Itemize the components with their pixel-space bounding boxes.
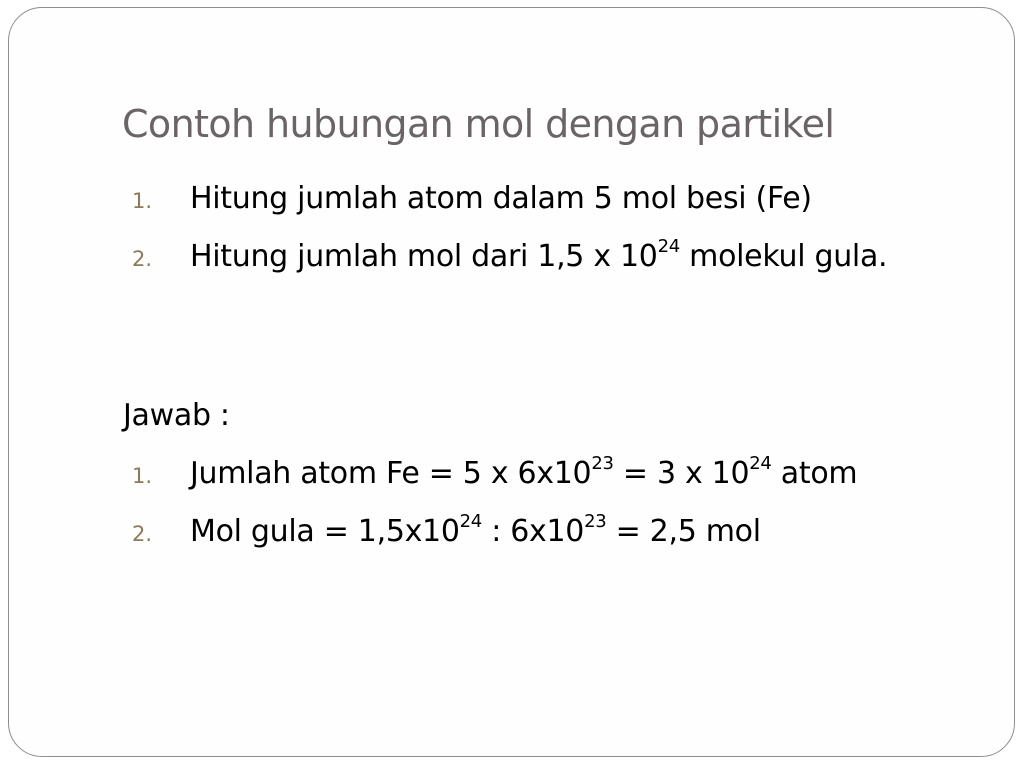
- answer-text: Jumlah atom Fe = 5 x 6x10: [190, 456, 592, 491]
- question-text: Hitung jumlah atom dalam 5 mol besi (Fe): [190, 181, 812, 216]
- exponent: 24: [657, 236, 680, 257]
- exponent: 24: [749, 453, 772, 474]
- answer-item: [9, 451, 950, 496]
- list-number: 1.: [132, 464, 153, 488]
- slide-frame: [8, 7, 1015, 757]
- question-text: molekul gula.: [679, 239, 888, 274]
- answer-text: Mol gula = 1,5x10: [190, 514, 460, 549]
- list-number: 2.: [132, 247, 153, 271]
- question-item: [9, 176, 950, 221]
- answer-text: atom: [771, 456, 858, 491]
- question-item: [9, 234, 950, 279]
- answer-text: = 3 x 10: [613, 456, 750, 491]
- answer-label: Jawab :: [123, 398, 230, 433]
- exponent: 23: [584, 511, 607, 532]
- exponent: 23: [591, 453, 614, 474]
- answer-item: [9, 509, 950, 554]
- answer-text: = 2,5 mol: [606, 514, 761, 549]
- list-number: 1.: [132, 189, 153, 213]
- answer-list: [9, 451, 950, 554]
- question-list: [9, 176, 950, 279]
- list-number: 2.: [132, 522, 153, 546]
- slide-title: Contoh hubungan mol dengan partikel: [122, 102, 835, 146]
- question-text: Hitung jumlah mol dari 1,5 x 10: [190, 239, 658, 274]
- exponent: 24: [459, 511, 482, 532]
- answer-text: : 6x10: [481, 514, 585, 549]
